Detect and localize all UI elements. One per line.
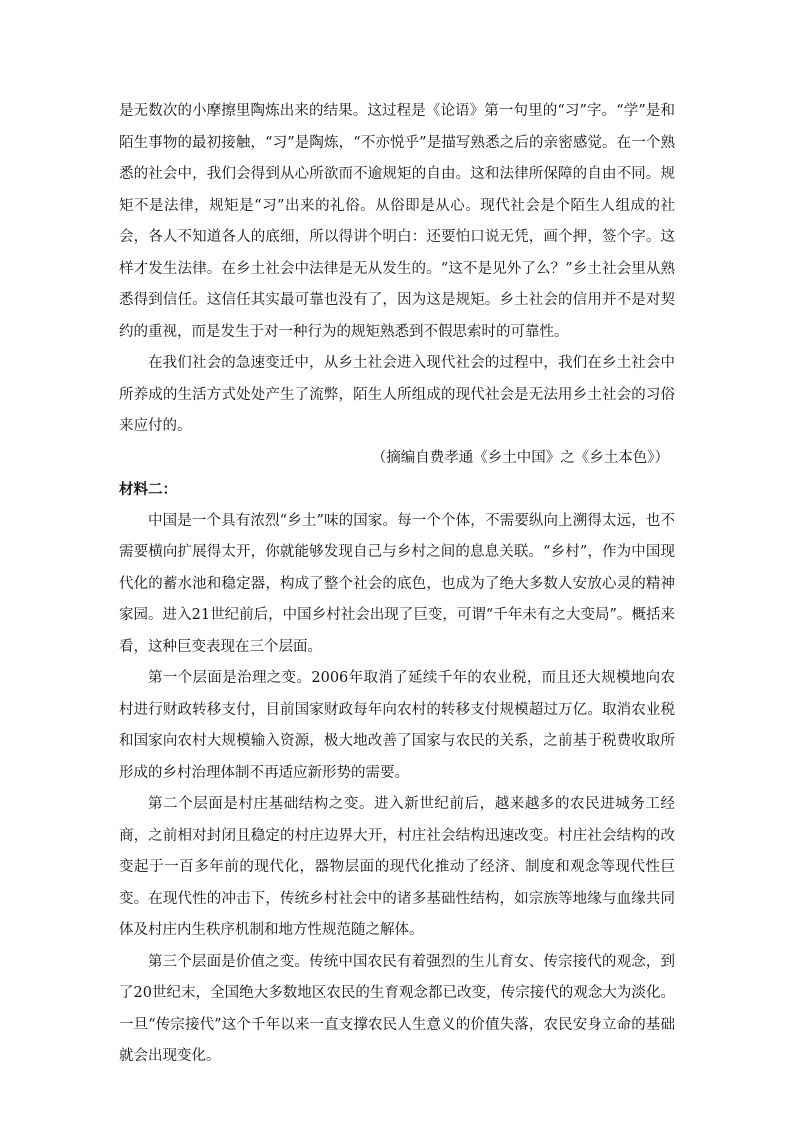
material-two-heading: 材料二： <box>119 481 177 498</box>
material-two-paragraph-2: 第一个层面是治理之变。2006年取消了延续千年的农业税，而且还大规模地向农村进行财政转移支付，目前国家财政每年向农村的转移支付规模超过万亿。取消农业税和国家向农村大规模输入资源，极大地改善了国家与农民的关系，之前基于税费收取所形成的乡村治理体制不再适应新形势的需要。 <box>119 670 675 781</box>
material-two-paragraph-1: 中国是一个具有浓烈“乡土”味的国家。每一个个体，不需要纵向上溯得太远，也不需要横向扩展得太开，你就能够发现自己与乡村之间的息息关联。“乡村”，作为中国现代化的蓄水池和稳定器，构成了整个社会的底色，也成为了绝大多数人安放心灵的精神家园。进入21世纪前后，中国乡村社会出现了巨变，可谓“千年未有之大变局”。概括来看，这种巨变表现在三个层面。 <box>119 512 675 655</box>
material-one-paragraph-1: 是无数次的小摩擦里陶炼出来的结果。这过程是《论语》第一句里的“习”字。“学”是和陌生事物的最初接触，“习”是陶炼，“不亦悦乎”是描写熟悉之后的亲密感觉。在一个熟悉的社会中，我们会得到从心所欲而不逾规矩的自由。这和法律所保障的自由不同。规矩不是法律，规矩是“习”出来的礼俗。从俗即是从心。现代社会是个陌生人组成的社会，各人不知道各人的底细，所以得讲个明白：还要怕口说无凭，画个押，签个字。这样才发生法律。在乡土社会中法律是无从发生的。“这不是见外了么？”乡土社会里从熟悉得到信任。这信任其实最可靠也没有了，因为这是规矩。乡土社会的信用并不是对契约的重视，而是发生于对一种行为的规矩熟悉到不假思索时的可靠性。 <box>119 103 675 340</box>
material-one-paragraph-2: 在我们社会的急速变迁中，从乡土社会进入现代社会的过程中，我们在乡土社会中所养成的生活方式处处产生了流弊，陌生人所组成的现代社会是无法用乡土社会的习俗来应付的。 <box>119 355 675 434</box>
document-page <box>119 96 675 1073</box>
material-two-paragraph-3: 第二个层面是村庄基础结构之变。进入新世纪前后，越来越多的农民进城务工经商，之前相对封闭且稳定的村庄边界大开，村庄社会结构迅速改变。村庄社会结构的改变起于一百多年前的现代化，器物层面的现代化推动了经济、制度和观念等现代性巨变。在现代性的冲击下，传统乡村社会中的诸多基础性结构，如宗族等地缘与血缘共同体及村庄内生秩序机制和地方性规范随之解体。 <box>119 796 675 938</box>
material-one-source: （摘编自费孝通《乡土中国》之《乡土本色》） <box>371 449 669 466</box>
material-two-paragraph-4: 第三个层面是价值之变。传统中国农民有着强烈的生儿育女、传宗接代的观念，到了20世纪末，全国绝大多数地区农民的生育观念都已改变，传宗接代的观念大为淡化。一旦“传宗接代”这个千年以来一直支撑农民人生意义的价值失落，农民安身立命的基础就会出现变化。 <box>119 953 675 1064</box>
